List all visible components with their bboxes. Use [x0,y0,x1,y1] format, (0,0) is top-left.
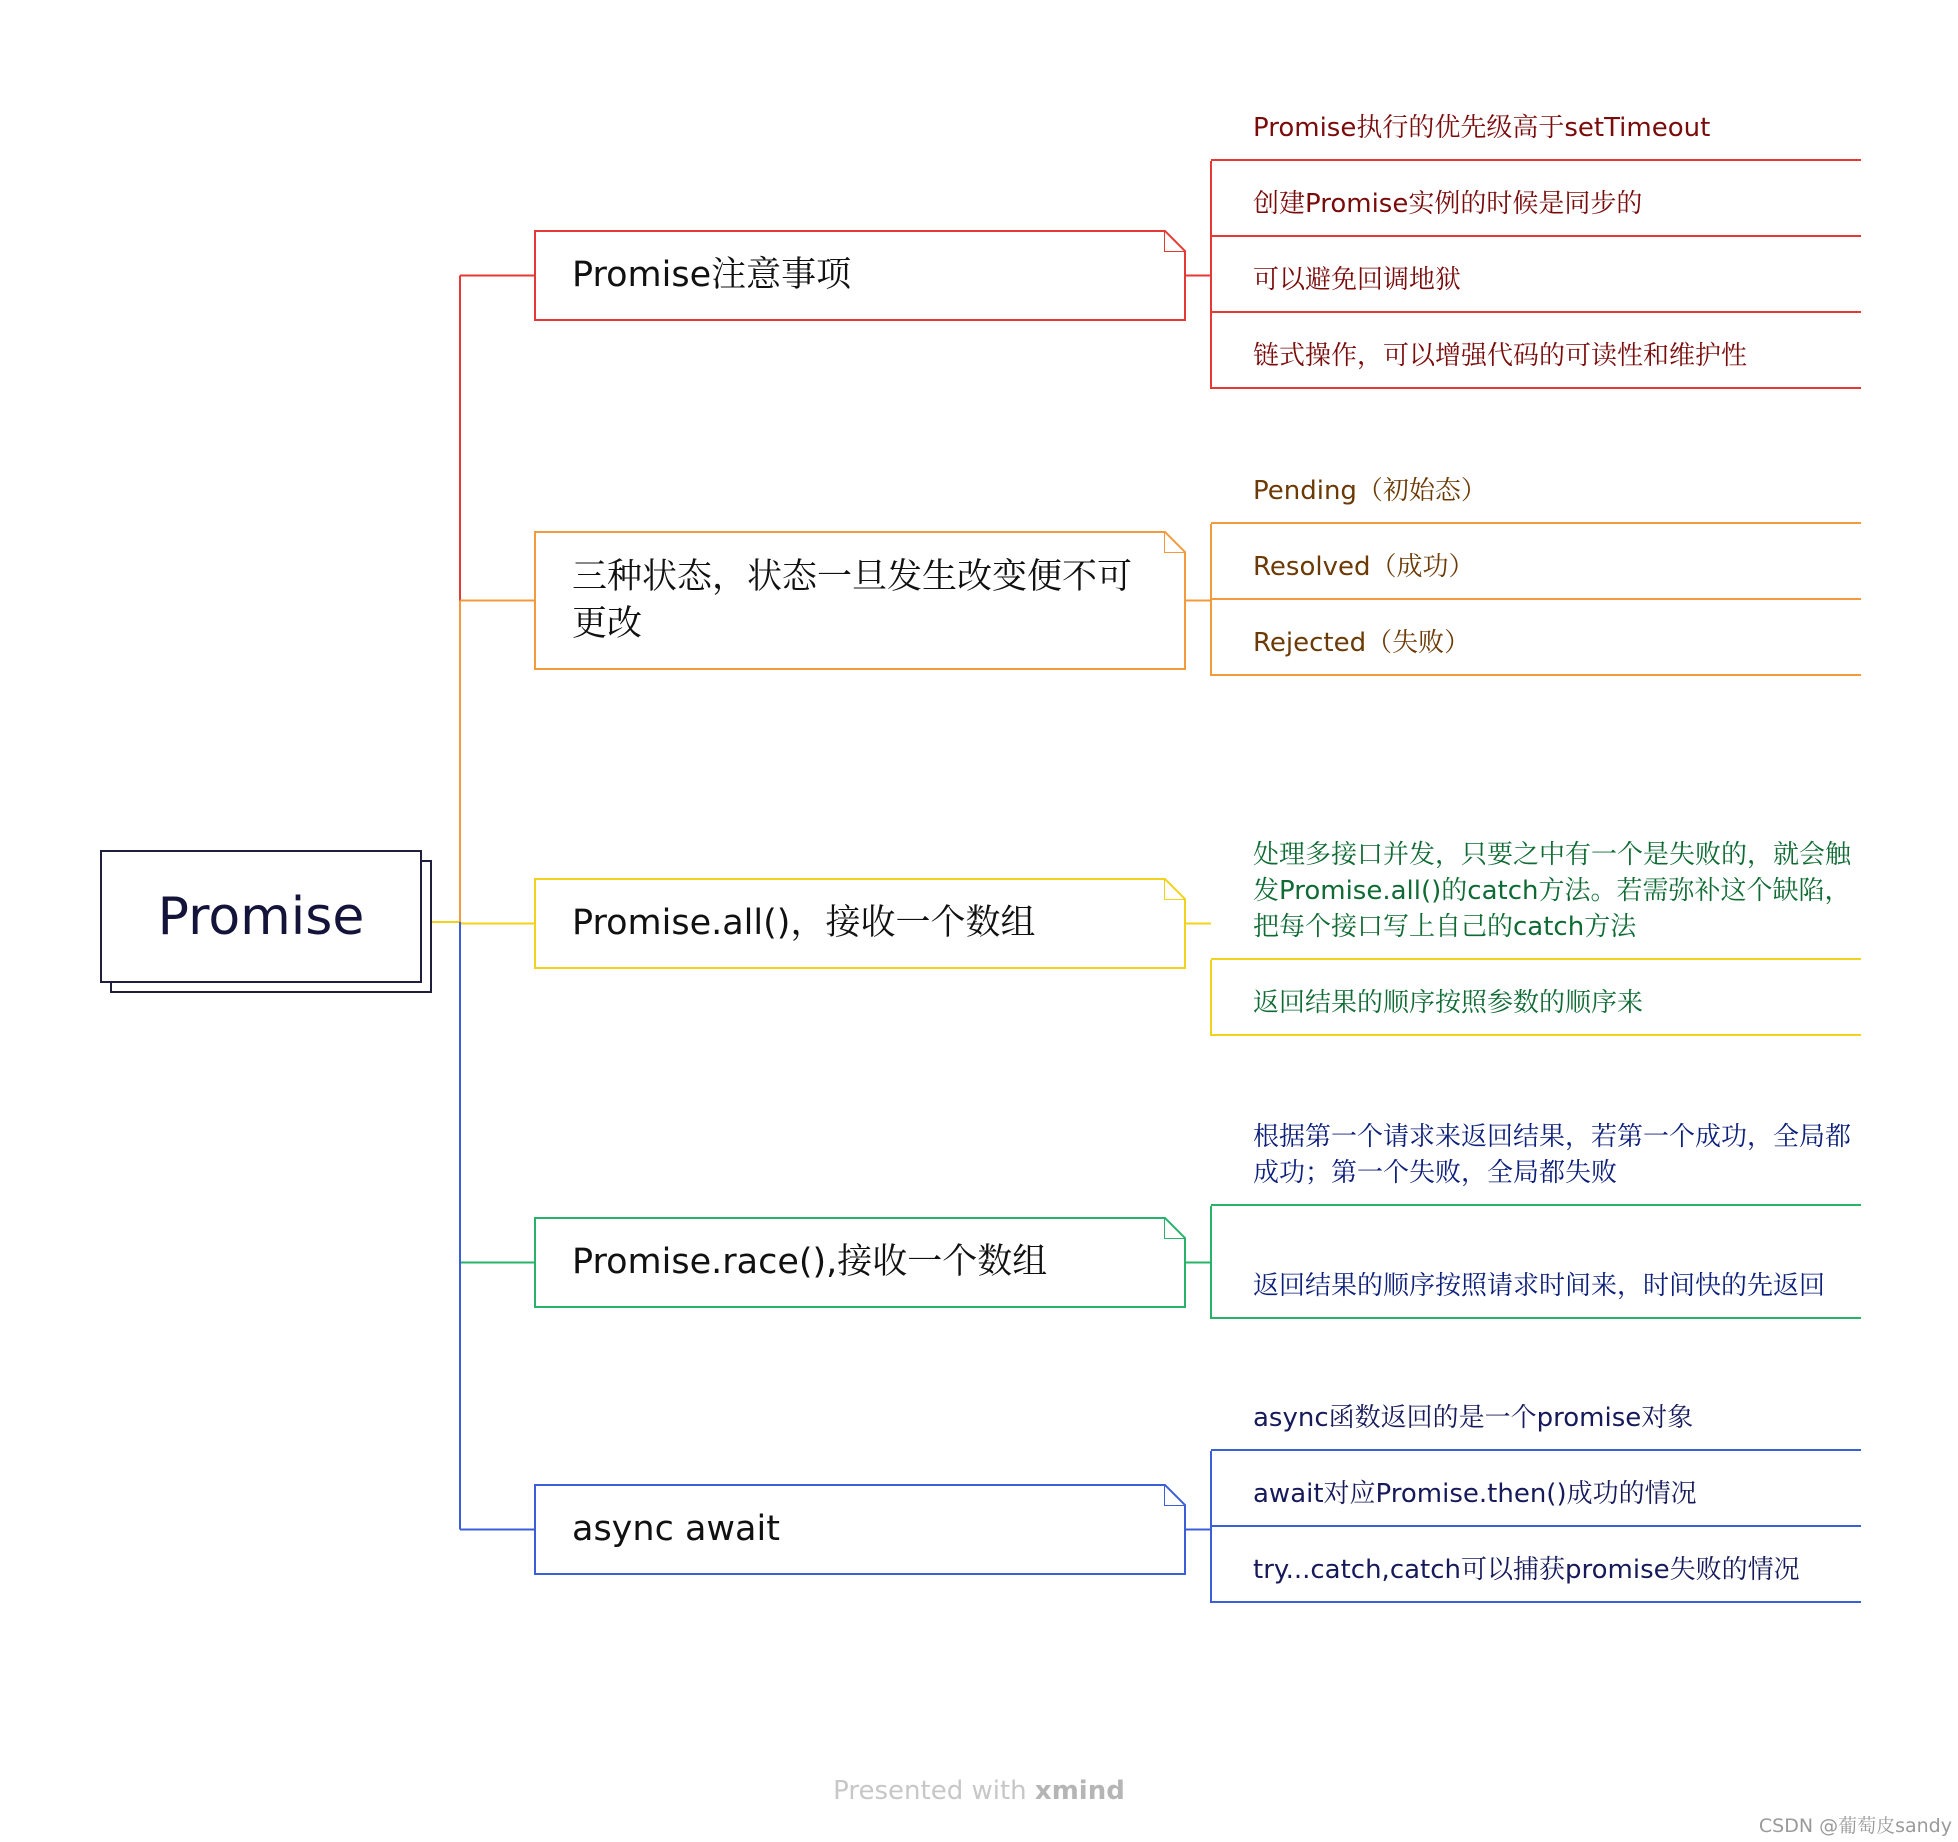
presented-with-xmind [0,1776,1958,1806]
subtopic-label: 返回结果的顺序按照请求时间来，时间快的先返回 [1253,1271,1826,1302]
topic-box[interactable] [534,1217,1186,1308]
subtopic-label: 返回结果的顺序按照参数的顺序来 [1253,988,1644,1019]
topic-box[interactable] [534,230,1186,321]
subtopic-label: Pending（初始态） [1253,476,1487,507]
subtopic-item[interactable] [1211,1527,1861,1603]
note-icon [1164,531,1186,553]
subtopic-label: try...catch,catch可以捕获promise失败的情况 [1253,1555,1800,1586]
subtopic-label: async函数返回的是一个promise对象 [1253,1403,1694,1434]
subtopic-label: Promise执行的优先级高于setTimeout [1253,113,1711,144]
note-icon [1164,230,1186,252]
root-topic[interactable] [100,850,422,983]
subtopic-label: 创建Promise实例的时候是同步的 [1253,189,1643,220]
xmind-logo: xmind [1034,1776,1125,1806]
subtopic-item[interactable] [1211,1110,1861,1206]
subtopic-label: 可以避免回调地狱 [1253,265,1462,296]
subtopic-label: await对应Promise.then()成功的情况 [1253,1479,1697,1510]
subtopic-label: 链式操作，可以增强代码的可读性和维护性 [1253,341,1748,372]
footer-prefix: Presented with [833,1776,1035,1806]
subtopic-item[interactable] [1211,524,1861,600]
subtopic-item[interactable] [1211,237,1861,313]
subtopic-item[interactable] [1211,1206,1861,1319]
subtopic-item[interactable] [1211,1451,1861,1527]
topic-box[interactable] [534,1484,1186,1575]
topic-label: 三种状态，状态一旦发生改变便不可更改 [572,557,1133,644]
subtopic-label: Rejected（失败） [1253,628,1471,659]
csdn-watermark: CSDN @葡萄皮sandy [1758,1815,1952,1837]
subtopic-item[interactable] [1211,110,1861,161]
topic-label: Promise注意事项 [572,255,852,296]
note-icon [1164,878,1186,900]
subtopic-item[interactable] [1211,474,1861,524]
subtopic-label: 根据第一个请求来返回结果，若第一个成功，全局都成功；第一个失败，全局都失败 [1253,1122,1852,1189]
note-icon [1164,1484,1186,1506]
topic-label: Promise.race(),接收一个数组 [572,1242,1048,1283]
subtopic-item[interactable] [1211,313,1861,389]
subtopic-item[interactable] [1211,810,1861,960]
subtopic-item[interactable] [1211,161,1861,237]
root-topic-label: Promise [157,886,365,947]
subtopic-label: Resolved（成功） [1253,552,1475,583]
note-icon [1164,1217,1186,1239]
subtopic-item[interactable] [1211,1400,1861,1451]
topic-label: async await [572,1509,780,1550]
subtopic-label: 处理多接口并发，只要之中有一个是失败的，就会触发Promise.all()的catch方法。若需弥补这个缺陷，把每个接口写上自己的catch方法 [1253,840,1852,943]
subtopic-item[interactable] [1211,600,1861,676]
topic-label: Promise.all()，接收一个数组 [572,903,1036,944]
topic-box[interactable] [534,878,1186,969]
subtopic-item[interactable] [1211,960,1861,1036]
topic-box[interactable] [534,531,1186,670]
